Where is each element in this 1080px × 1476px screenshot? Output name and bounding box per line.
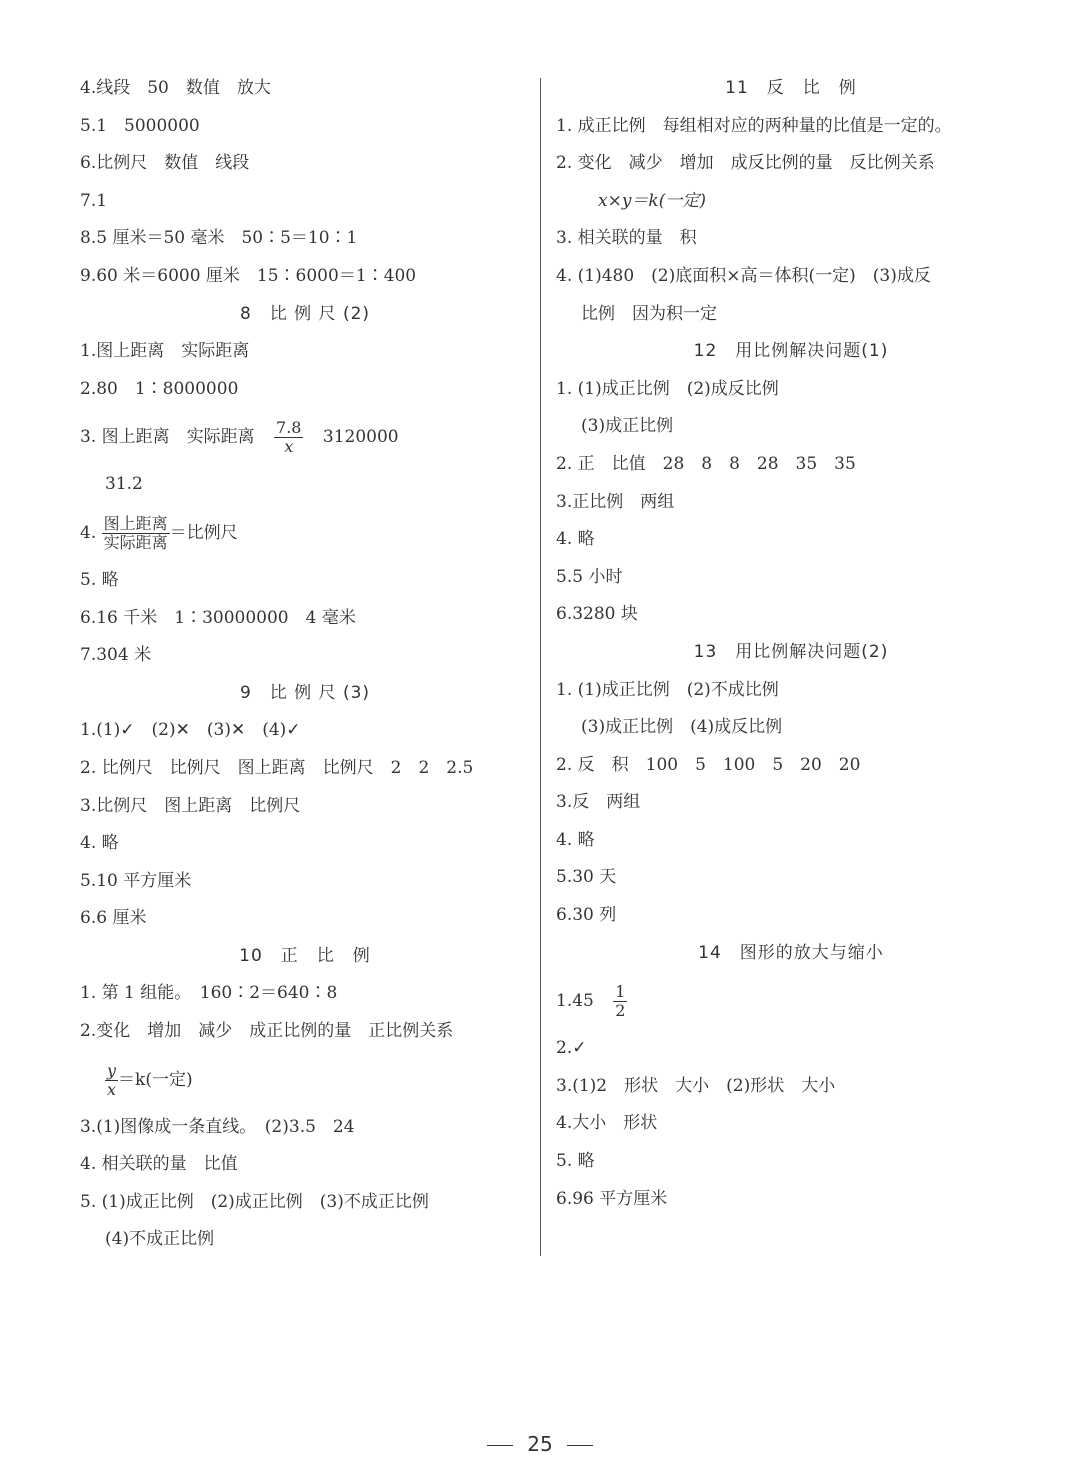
- section-heading: 14 图形的放大与缩小: [698, 942, 884, 963]
- answer-line: 3.反 两组: [556, 792, 641, 813]
- answer-line: 2.变化 增加 减少 成正比例的量 正比例关系: [80, 1021, 454, 1042]
- answer-line: 3.(1)图像成一条直线。 (2)3.5 24: [80, 1116, 355, 1137]
- answer-line: 5.1 5000000: [80, 115, 200, 136]
- answer-line: 2. 正 比值 28 8 8 28 35 35: [556, 453, 856, 474]
- fraction: [102, 515, 170, 552]
- answer-line: 2.✓: [556, 1038, 587, 1059]
- section-heading: 13 用比例解决问题(2): [693, 641, 889, 662]
- answer-line: 5.5 小时: [556, 566, 623, 587]
- answer-line: 6.30 列: [556, 905, 617, 926]
- answer-line: 6.16 千米 1∶30000000 4 毫米: [80, 607, 356, 628]
- answer-line: 3.比例尺 图上距离 比例尺: [80, 795, 301, 816]
- answer-text: ＝比例尺: [169, 522, 238, 543]
- answer-line-continued: x×y＝k(一定): [598, 190, 707, 211]
- page-number: [0, 1432, 1080, 1456]
- answer-line: 4.大小 形状: [556, 1113, 658, 1134]
- answer-line-fraction: [80, 504, 530, 562]
- answer-line: 4. 略: [556, 829, 595, 850]
- denominator: 实际距离: [103, 532, 168, 552]
- answer-line-fraction: [556, 972, 1026, 1030]
- dash-right: [567, 1445, 593, 1446]
- answer-text: 3. 图上距离 实际距离: [80, 427, 255, 448]
- answer-line: 2.80 1∶8000000: [80, 378, 239, 399]
- answer-line: 6.3280 块: [556, 604, 638, 625]
- answer-line: 4. 略: [556, 529, 595, 550]
- answer-line: 2. 反 积 100 5 100 5 20 20: [556, 754, 861, 775]
- section-heading: 10 正 比 例: [239, 945, 371, 966]
- answer-line: 3.正比例 两组: [556, 491, 675, 512]
- answer-text: 1.45: [556, 991, 594, 1012]
- answer-line: 5. 略: [556, 1151, 595, 1172]
- answer-line-continued: (3)成正比例 (4)成反比例: [581, 717, 783, 738]
- numerator: y: [107, 1060, 117, 1080]
- answer-line: 1.(1)✓ (2)✕ (3)✕ (4)✓: [80, 720, 301, 741]
- page-number-text: 25: [527, 1432, 553, 1456]
- answer-line: 5.30 天: [556, 867, 617, 888]
- answer-text: 3120000: [322, 427, 399, 448]
- answer-line: 3.(1)2 形状 大小 (2)形状 大小: [556, 1075, 836, 1096]
- column-divider: [540, 78, 541, 1256]
- fraction: [613, 983, 627, 1020]
- answer-line: 4.线段 50 数值 放大: [80, 78, 271, 98]
- answer-line: 1. (1)成正比例 (2)不成比例: [556, 679, 779, 700]
- answer-line: 6.96 平方厘米: [556, 1188, 668, 1209]
- right-column: [556, 70, 1026, 1218]
- answer-line: 8.5 厘米＝50 毫米 50∶5＝10∶1: [80, 228, 358, 249]
- answer-line: 9.60 米＝6000 厘米 15∶6000＝1∶400: [80, 265, 417, 286]
- numerator: 1: [615, 982, 626, 1002]
- answer-line: 3. 相关联的量 积: [556, 228, 697, 249]
- numerator: 图上距离: [103, 513, 168, 533]
- answer-line-continued: 31.2: [105, 474, 143, 495]
- answer-text: 4.: [80, 522, 97, 543]
- answer-line: 1. 成正比例 每组相对应的两种量的比值是一定的。: [556, 115, 952, 136]
- answer-line: 7.304 米: [80, 645, 152, 666]
- fraction: [274, 419, 303, 456]
- left-column: [80, 70, 530, 1259]
- denominator: 2: [615, 1001, 626, 1021]
- answer-line: 4. 相关联的量 比值: [80, 1154, 238, 1175]
- answer-line: 5.10 平方厘米: [80, 870, 192, 891]
- answer-line-continued: (3)成正比例: [581, 416, 674, 437]
- answer-line: 1. (1)成正比例 (2)成反比例: [556, 378, 779, 399]
- answer-line: 5. 略: [80, 569, 119, 590]
- answer-line: 5. (1)成正比例 (2)成正比例 (3)不成正比例: [80, 1191, 429, 1212]
- section-heading: 9 比 例 尺 (3): [239, 682, 371, 703]
- fraction: [105, 1062, 118, 1099]
- answer-line: 4. (1)480 (2)底面积×高＝体积(一定) (3)成反: [556, 265, 931, 286]
- answer-line-fraction: [80, 1051, 530, 1109]
- answer-line: 6.比例尺 数值 线段: [80, 153, 250, 174]
- answer-line-continued: 比例 因为积一定: [581, 303, 717, 324]
- answer-line: 2. 变化 减少 增加 成反比例的量 反比例关系: [556, 153, 935, 174]
- section-heading: 12 用比例解决问题(1): [693, 341, 889, 362]
- numerator: 7.8: [276, 418, 302, 438]
- answer-line: 6.6 厘米: [80, 908, 147, 929]
- denominator: x: [284, 437, 294, 457]
- section-heading: 11 反 比 例: [725, 78, 857, 98]
- answer-text: ＝k(一定): [118, 1069, 193, 1090]
- answer-line: 4. 略: [80, 833, 119, 854]
- dash-left: [487, 1445, 513, 1446]
- answer-line: 1.图上距离 实际距离: [80, 341, 250, 362]
- answer-line: 2. 比例尺 比例尺 图上距离 比例尺 2 2 2.5: [80, 757, 474, 778]
- denominator: x: [107, 1079, 117, 1099]
- answer-line-continued: (4)不成正比例: [105, 1229, 215, 1250]
- section-heading: 8 比 例 尺 (2): [239, 303, 371, 324]
- answer-line: 7.1: [80, 190, 108, 211]
- answer-line-fraction: [80, 408, 530, 466]
- answer-line: 1. 第 1 组能。 160∶2＝640∶8: [80, 983, 338, 1004]
